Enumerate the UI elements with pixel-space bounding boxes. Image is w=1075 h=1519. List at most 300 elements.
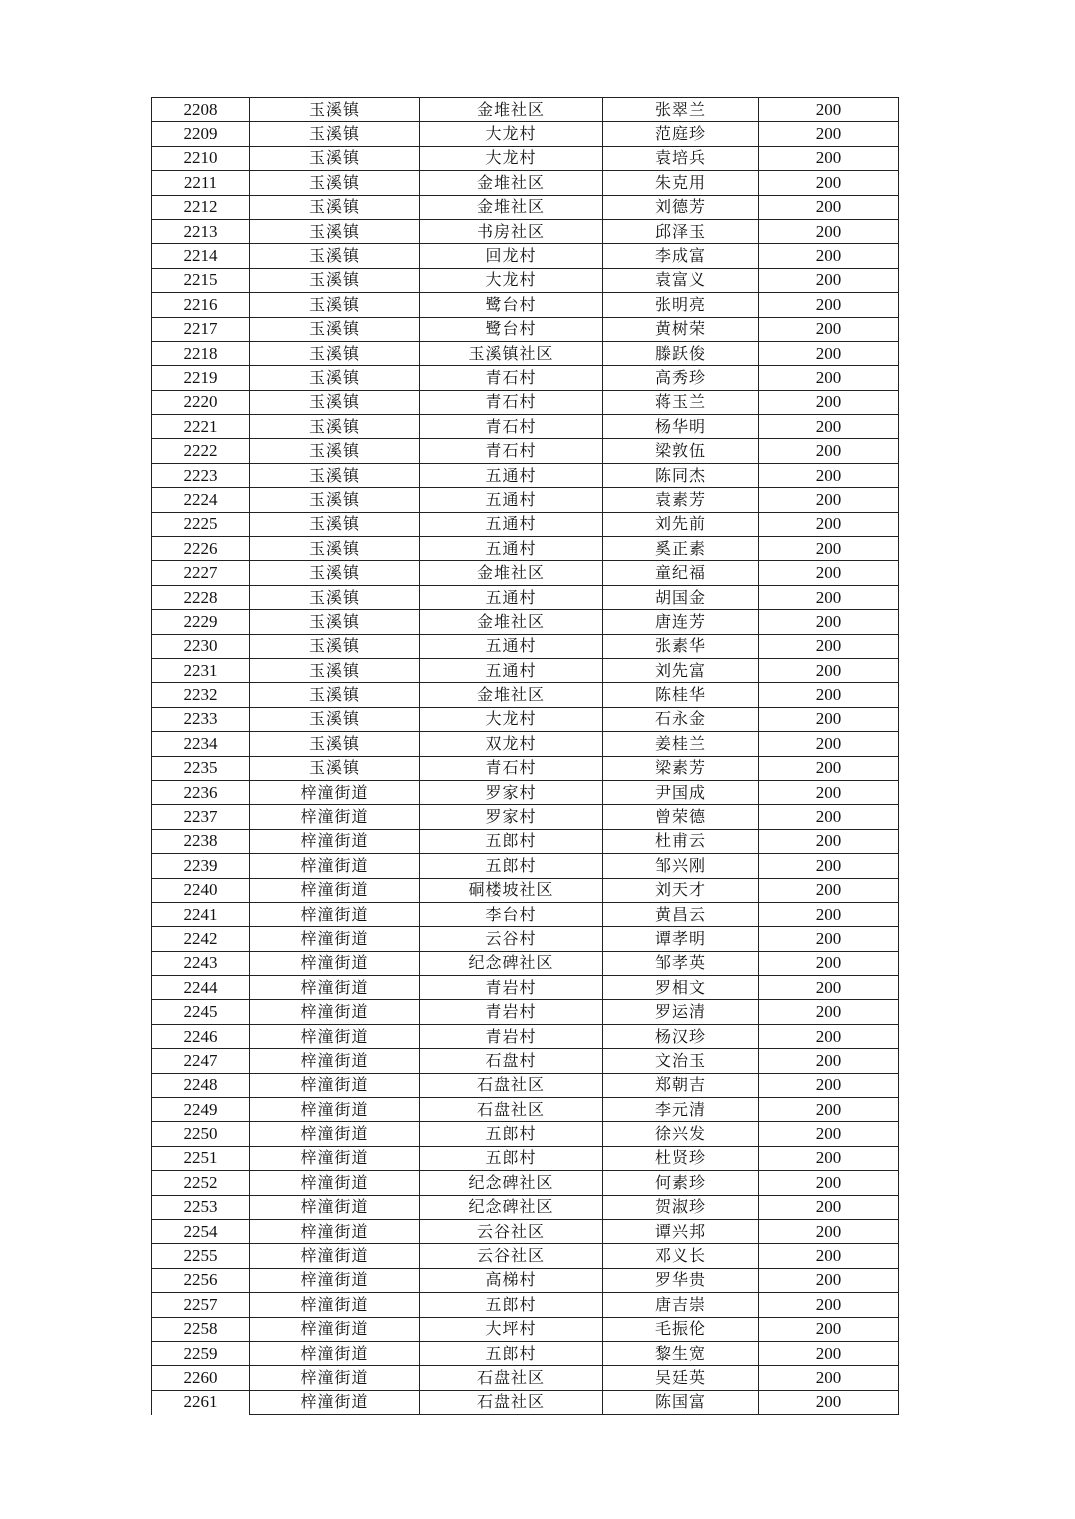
town-cell: 玉溪镇 (250, 537, 420, 561)
table-row (152, 415, 899, 439)
name-cell: 杨汉珍 (603, 1024, 759, 1048)
village-cell: 五通村 (420, 512, 603, 536)
name-cell: 姜桂兰 (603, 732, 759, 756)
name-cell: 刘先前 (603, 512, 759, 536)
name-cell: 杜甫云 (603, 829, 759, 853)
town-cell: 玉溪镇 (250, 171, 420, 195)
village-cell: 五通村 (420, 658, 603, 682)
amount-cell: 200 (759, 1390, 899, 1414)
row-number-cell: 2212 (152, 195, 250, 219)
table-row (152, 146, 899, 170)
amount-cell: 200 (759, 732, 899, 756)
amount-cell: 200 (759, 1244, 899, 1268)
table-row (152, 1268, 899, 1292)
table-row (152, 1146, 899, 1170)
name-cell: 邹兴刚 (603, 854, 759, 878)
amount-cell: 200 (759, 219, 899, 243)
town-cell: 玉溪镇 (250, 219, 420, 243)
amount-cell: 200 (759, 98, 899, 122)
name-cell: 张翠兰 (603, 98, 759, 122)
table-row (152, 1219, 899, 1243)
name-cell: 曾荣德 (603, 805, 759, 829)
amount-cell: 200 (759, 1341, 899, 1365)
town-cell: 玉溪镇 (250, 195, 420, 219)
name-cell: 蒋玉兰 (603, 390, 759, 414)
town-cell: 玉溪镇 (250, 585, 420, 609)
table-row (152, 512, 899, 536)
village-cell: 青石村 (420, 439, 603, 463)
row-number-cell: 2241 (152, 902, 250, 926)
village-cell: 石盘社区 (420, 1366, 603, 1390)
table-row (152, 268, 899, 292)
town-cell: 梓潼街道 (250, 854, 420, 878)
row-number-cell: 2220 (152, 390, 250, 414)
village-cell: 五通村 (420, 488, 603, 512)
name-cell: 陈同杰 (603, 463, 759, 487)
table-row (152, 854, 899, 878)
village-cell: 大龙村 (420, 268, 603, 292)
village-cell: 青岩村 (420, 1024, 603, 1048)
town-cell: 玉溪镇 (250, 439, 420, 463)
table-row (152, 98, 899, 122)
table-row (152, 366, 899, 390)
village-cell: 五郎村 (420, 1293, 603, 1317)
name-cell: 高秀珍 (603, 366, 759, 390)
village-cell: 五郎村 (420, 854, 603, 878)
amount-cell: 200 (759, 1293, 899, 1317)
amount-cell: 200 (759, 1366, 899, 1390)
village-cell: 大龙村 (420, 122, 603, 146)
village-cell: 青岩村 (420, 1000, 603, 1024)
table-row (152, 317, 899, 341)
table-row (152, 976, 899, 1000)
row-number-cell: 2229 (152, 610, 250, 634)
town-cell: 玉溪镇 (250, 317, 420, 341)
table-row (152, 805, 899, 829)
amount-cell: 200 (759, 463, 899, 487)
name-cell: 刘先富 (603, 658, 759, 682)
row-number-cell: 2217 (152, 317, 250, 341)
name-cell: 袁富义 (603, 268, 759, 292)
village-cell: 石盘社区 (420, 1390, 603, 1414)
name-cell: 何素珍 (603, 1171, 759, 1195)
name-cell: 张明亮 (603, 293, 759, 317)
data-table (151, 97, 899, 1415)
name-cell: 邱泽玉 (603, 219, 759, 243)
row-number-cell: 2234 (152, 732, 250, 756)
row-number-cell: 2248 (152, 1073, 250, 1097)
town-cell: 玉溪镇 (250, 463, 420, 487)
name-cell: 尹国成 (603, 780, 759, 804)
table-row (152, 219, 899, 243)
village-cell: 鹭台村 (420, 293, 603, 317)
town-cell: 梓潼街道 (250, 1098, 420, 1122)
name-cell: 张素华 (603, 634, 759, 658)
village-cell: 金堆社区 (420, 561, 603, 585)
table-row (152, 1195, 899, 1219)
table-row (152, 195, 899, 219)
table-row (152, 537, 899, 561)
town-cell: 梓潼街道 (250, 1366, 420, 1390)
name-cell: 文治玉 (603, 1049, 759, 1073)
name-cell: 袁培兵 (603, 146, 759, 170)
town-cell: 梓潼街道 (250, 1341, 420, 1365)
amount-cell: 200 (759, 293, 899, 317)
town-cell: 玉溪镇 (250, 244, 420, 268)
town-cell: 梓潼街道 (250, 1293, 420, 1317)
town-cell: 梓潼街道 (250, 1268, 420, 1292)
town-cell: 梓潼街道 (250, 1146, 420, 1170)
amount-cell: 200 (759, 1268, 899, 1292)
village-cell: 青石村 (420, 756, 603, 780)
table-row (152, 488, 899, 512)
village-cell: 金堆社区 (420, 195, 603, 219)
name-cell: 梁素芳 (603, 756, 759, 780)
village-cell: 五通村 (420, 537, 603, 561)
row-number-cell: 2222 (152, 439, 250, 463)
town-cell: 梓潼街道 (250, 1122, 420, 1146)
name-cell: 奚正素 (603, 537, 759, 561)
amount-cell: 200 (759, 122, 899, 146)
town-cell: 梓潼街道 (250, 902, 420, 926)
table-row (152, 780, 899, 804)
row-number-cell: 2251 (152, 1146, 250, 1170)
amount-cell: 200 (759, 976, 899, 1000)
amount-cell: 200 (759, 1317, 899, 1341)
row-number-cell: 2228 (152, 585, 250, 609)
village-cell: 青岩村 (420, 976, 603, 1000)
table-row (152, 1390, 899, 1414)
row-number-cell: 2214 (152, 244, 250, 268)
town-cell: 梓潼街道 (250, 878, 420, 902)
table-row (152, 902, 899, 926)
table-row (152, 1073, 899, 1097)
name-cell: 谭孝明 (603, 927, 759, 951)
row-number-cell: 2233 (152, 707, 250, 731)
row-number-cell: 2223 (152, 463, 250, 487)
row-number-cell: 2240 (152, 878, 250, 902)
amount-cell: 200 (759, 829, 899, 853)
table-row (152, 1293, 899, 1317)
amount-cell: 200 (759, 1146, 899, 1170)
amount-cell: 200 (759, 1219, 899, 1243)
row-number-cell: 2209 (152, 122, 250, 146)
town-cell: 玉溪镇 (250, 658, 420, 682)
village-cell: 五郎村 (420, 1341, 603, 1365)
name-cell: 黄树荣 (603, 317, 759, 341)
town-cell: 玉溪镇 (250, 268, 420, 292)
village-cell: 鹭台村 (420, 317, 603, 341)
village-cell: 青石村 (420, 366, 603, 390)
table-row (152, 683, 899, 707)
village-cell: 纪念碑社区 (420, 951, 603, 975)
town-cell: 梓潼街道 (250, 829, 420, 853)
table-row (152, 732, 899, 756)
village-cell: 书房社区 (420, 219, 603, 243)
row-number-cell: 2235 (152, 756, 250, 780)
name-cell: 刘德芳 (603, 195, 759, 219)
row-number-cell: 2256 (152, 1268, 250, 1292)
row-number-cell: 2231 (152, 658, 250, 682)
town-cell: 玉溪镇 (250, 341, 420, 365)
name-cell: 郑朝吉 (603, 1073, 759, 1097)
row-number-cell: 2249 (152, 1098, 250, 1122)
village-cell: 五通村 (420, 585, 603, 609)
table-row (152, 585, 899, 609)
town-cell: 梓潼街道 (250, 1219, 420, 1243)
amount-cell: 200 (759, 146, 899, 170)
name-cell: 罗华贵 (603, 1268, 759, 1292)
village-cell: 五通村 (420, 463, 603, 487)
row-number-cell: 2242 (152, 927, 250, 951)
town-cell: 玉溪镇 (250, 683, 420, 707)
village-cell: 李台村 (420, 902, 603, 926)
table-row (152, 122, 899, 146)
town-cell: 梓潼街道 (250, 1195, 420, 1219)
name-cell: 杜贤珍 (603, 1146, 759, 1170)
village-cell: 大龙村 (420, 146, 603, 170)
town-cell: 梓潼街道 (250, 1073, 420, 1097)
table-row (152, 171, 899, 195)
table-row (152, 610, 899, 634)
village-cell: 金堆社区 (420, 98, 603, 122)
table-row (152, 1244, 899, 1268)
row-number-cell: 2208 (152, 98, 250, 122)
row-number-cell: 2243 (152, 951, 250, 975)
village-cell: 大坪村 (420, 1317, 603, 1341)
town-cell: 玉溪镇 (250, 366, 420, 390)
row-number-cell: 2213 (152, 219, 250, 243)
town-cell: 玉溪镇 (250, 488, 420, 512)
town-cell: 玉溪镇 (250, 98, 420, 122)
town-cell: 梓潼街道 (250, 1024, 420, 1048)
amount-cell: 200 (759, 658, 899, 682)
row-number-cell: 2246 (152, 1024, 250, 1048)
amount-cell: 200 (759, 1073, 899, 1097)
table-row (152, 658, 899, 682)
town-cell: 梓潼街道 (250, 780, 420, 804)
name-cell: 童纪福 (603, 561, 759, 585)
village-cell: 石盘社区 (420, 1098, 603, 1122)
town-cell: 玉溪镇 (250, 634, 420, 658)
amount-cell: 200 (759, 341, 899, 365)
village-cell: 石盘社区 (420, 1073, 603, 1097)
row-number-cell: 2230 (152, 634, 250, 658)
village-cell: 罗家村 (420, 805, 603, 829)
village-cell: 金堆社区 (420, 683, 603, 707)
row-number-cell: 2237 (152, 805, 250, 829)
table-row (152, 951, 899, 975)
town-cell: 玉溪镇 (250, 512, 420, 536)
amount-cell: 200 (759, 415, 899, 439)
name-cell: 陈桂华 (603, 683, 759, 707)
town-cell: 梓潼街道 (250, 951, 420, 975)
table-row (152, 1049, 899, 1073)
row-number-cell: 2215 (152, 268, 250, 292)
name-cell: 邹孝英 (603, 951, 759, 975)
row-number-cell: 2245 (152, 1000, 250, 1024)
name-cell: 徐兴发 (603, 1122, 759, 1146)
amount-cell: 200 (759, 439, 899, 463)
town-cell: 玉溪镇 (250, 732, 420, 756)
town-cell: 玉溪镇 (250, 756, 420, 780)
name-cell: 杨华明 (603, 415, 759, 439)
town-cell: 梓潼街道 (250, 1317, 420, 1341)
name-cell: 邓义长 (603, 1244, 759, 1268)
name-cell: 李元清 (603, 1098, 759, 1122)
name-cell: 梁敦伍 (603, 439, 759, 463)
row-number-cell: 2211 (152, 171, 250, 195)
table-row (152, 341, 899, 365)
name-cell: 袁素芳 (603, 488, 759, 512)
amount-cell: 200 (759, 951, 899, 975)
row-number-cell: 2232 (152, 683, 250, 707)
table-row (152, 463, 899, 487)
table-row (152, 1024, 899, 1048)
amount-cell: 200 (759, 780, 899, 804)
town-cell: 梓潼街道 (250, 1244, 420, 1268)
row-number-cell: 2226 (152, 537, 250, 561)
table-body (152, 98, 899, 1415)
table-row (152, 707, 899, 731)
table-row (152, 1366, 899, 1390)
table-row (152, 1171, 899, 1195)
table-row (152, 878, 899, 902)
table-row (152, 561, 899, 585)
table-row (152, 1317, 899, 1341)
name-cell: 石永金 (603, 707, 759, 731)
village-cell: 硐楼坡社区 (420, 878, 603, 902)
row-number-cell: 2218 (152, 341, 250, 365)
name-cell: 胡国金 (603, 585, 759, 609)
town-cell: 玉溪镇 (250, 415, 420, 439)
town-cell: 玉溪镇 (250, 146, 420, 170)
table-row (152, 1098, 899, 1122)
amount-cell: 200 (759, 634, 899, 658)
village-cell: 金堆社区 (420, 610, 603, 634)
amount-cell: 200 (759, 1098, 899, 1122)
row-number-cell: 2210 (152, 146, 250, 170)
amount-cell: 200 (759, 488, 899, 512)
name-cell: 唐吉崇 (603, 1293, 759, 1317)
table-row (152, 634, 899, 658)
town-cell: 玉溪镇 (250, 610, 420, 634)
village-cell: 大龙村 (420, 707, 603, 731)
amount-cell: 200 (759, 805, 899, 829)
name-cell: 黄昌云 (603, 902, 759, 926)
table-row (152, 1122, 899, 1146)
amount-cell: 200 (759, 1049, 899, 1073)
amount-cell: 200 (759, 561, 899, 585)
name-cell: 陈国富 (603, 1390, 759, 1414)
town-cell: 梓潼街道 (250, 927, 420, 951)
table-row (152, 829, 899, 853)
row-number-cell: 2239 (152, 854, 250, 878)
village-cell: 云谷村 (420, 927, 603, 951)
amount-cell: 200 (759, 171, 899, 195)
amount-cell: 200 (759, 585, 899, 609)
amount-cell: 200 (759, 512, 899, 536)
row-number-cell: 2216 (152, 293, 250, 317)
row-number-cell: 2244 (152, 976, 250, 1000)
row-number-cell: 2250 (152, 1122, 250, 1146)
table-row (152, 244, 899, 268)
amount-cell: 200 (759, 1024, 899, 1048)
amount-cell: 200 (759, 195, 899, 219)
row-number-cell: 2254 (152, 1219, 250, 1243)
name-cell: 罗相文 (603, 976, 759, 1000)
village-cell: 双龙村 (420, 732, 603, 756)
table-row (152, 1341, 899, 1365)
name-cell: 吴廷英 (603, 1366, 759, 1390)
row-number-cell: 2219 (152, 366, 250, 390)
table-row (152, 1000, 899, 1024)
amount-cell: 200 (759, 756, 899, 780)
village-cell: 石盘村 (420, 1049, 603, 1073)
name-cell: 李成富 (603, 244, 759, 268)
row-number-cell: 2236 (152, 780, 250, 804)
village-cell: 五郎村 (420, 1146, 603, 1170)
amount-cell: 200 (759, 268, 899, 292)
village-cell: 五通村 (420, 634, 603, 658)
town-cell: 玉溪镇 (250, 293, 420, 317)
amount-cell: 200 (759, 1171, 899, 1195)
row-number-cell: 2257 (152, 1293, 250, 1317)
amount-cell: 200 (759, 707, 899, 731)
row-number-cell: 2221 (152, 415, 250, 439)
row-number-cell: 2224 (152, 488, 250, 512)
amount-cell: 200 (759, 683, 899, 707)
amount-cell: 200 (759, 1195, 899, 1219)
name-cell: 范庭珍 (603, 122, 759, 146)
town-cell: 玉溪镇 (250, 561, 420, 585)
village-cell: 回龙村 (420, 244, 603, 268)
table-row (152, 927, 899, 951)
row-number-cell: 2238 (152, 829, 250, 853)
name-cell: 谭兴邦 (603, 1219, 759, 1243)
row-number-cell: 2261 (152, 1390, 250, 1414)
village-cell: 高梯村 (420, 1268, 603, 1292)
name-cell: 滕跃俊 (603, 341, 759, 365)
town-cell: 玉溪镇 (250, 122, 420, 146)
row-number-cell: 2227 (152, 561, 250, 585)
name-cell: 罗运清 (603, 1000, 759, 1024)
row-number-cell: 2253 (152, 1195, 250, 1219)
table-row (152, 293, 899, 317)
town-cell: 梓潼街道 (250, 1049, 420, 1073)
amount-cell: 200 (759, 537, 899, 561)
name-cell: 黎生宽 (603, 1341, 759, 1365)
row-number-cell: 2255 (152, 1244, 250, 1268)
town-cell: 玉溪镇 (250, 707, 420, 731)
name-cell: 毛振伦 (603, 1317, 759, 1341)
village-cell: 青石村 (420, 415, 603, 439)
amount-cell: 200 (759, 1000, 899, 1024)
town-cell: 梓潼街道 (250, 1390, 420, 1414)
town-cell: 玉溪镇 (250, 390, 420, 414)
table-row (152, 756, 899, 780)
town-cell: 梓潼街道 (250, 805, 420, 829)
name-cell: 朱克用 (603, 171, 759, 195)
village-cell: 金堆社区 (420, 171, 603, 195)
row-number-cell: 2260 (152, 1366, 250, 1390)
village-cell: 五郎村 (420, 1122, 603, 1146)
amount-cell: 200 (759, 902, 899, 926)
village-cell: 云谷社区 (420, 1219, 603, 1243)
amount-cell: 200 (759, 390, 899, 414)
town-cell: 梓潼街道 (250, 976, 420, 1000)
village-cell: 云谷社区 (420, 1244, 603, 1268)
